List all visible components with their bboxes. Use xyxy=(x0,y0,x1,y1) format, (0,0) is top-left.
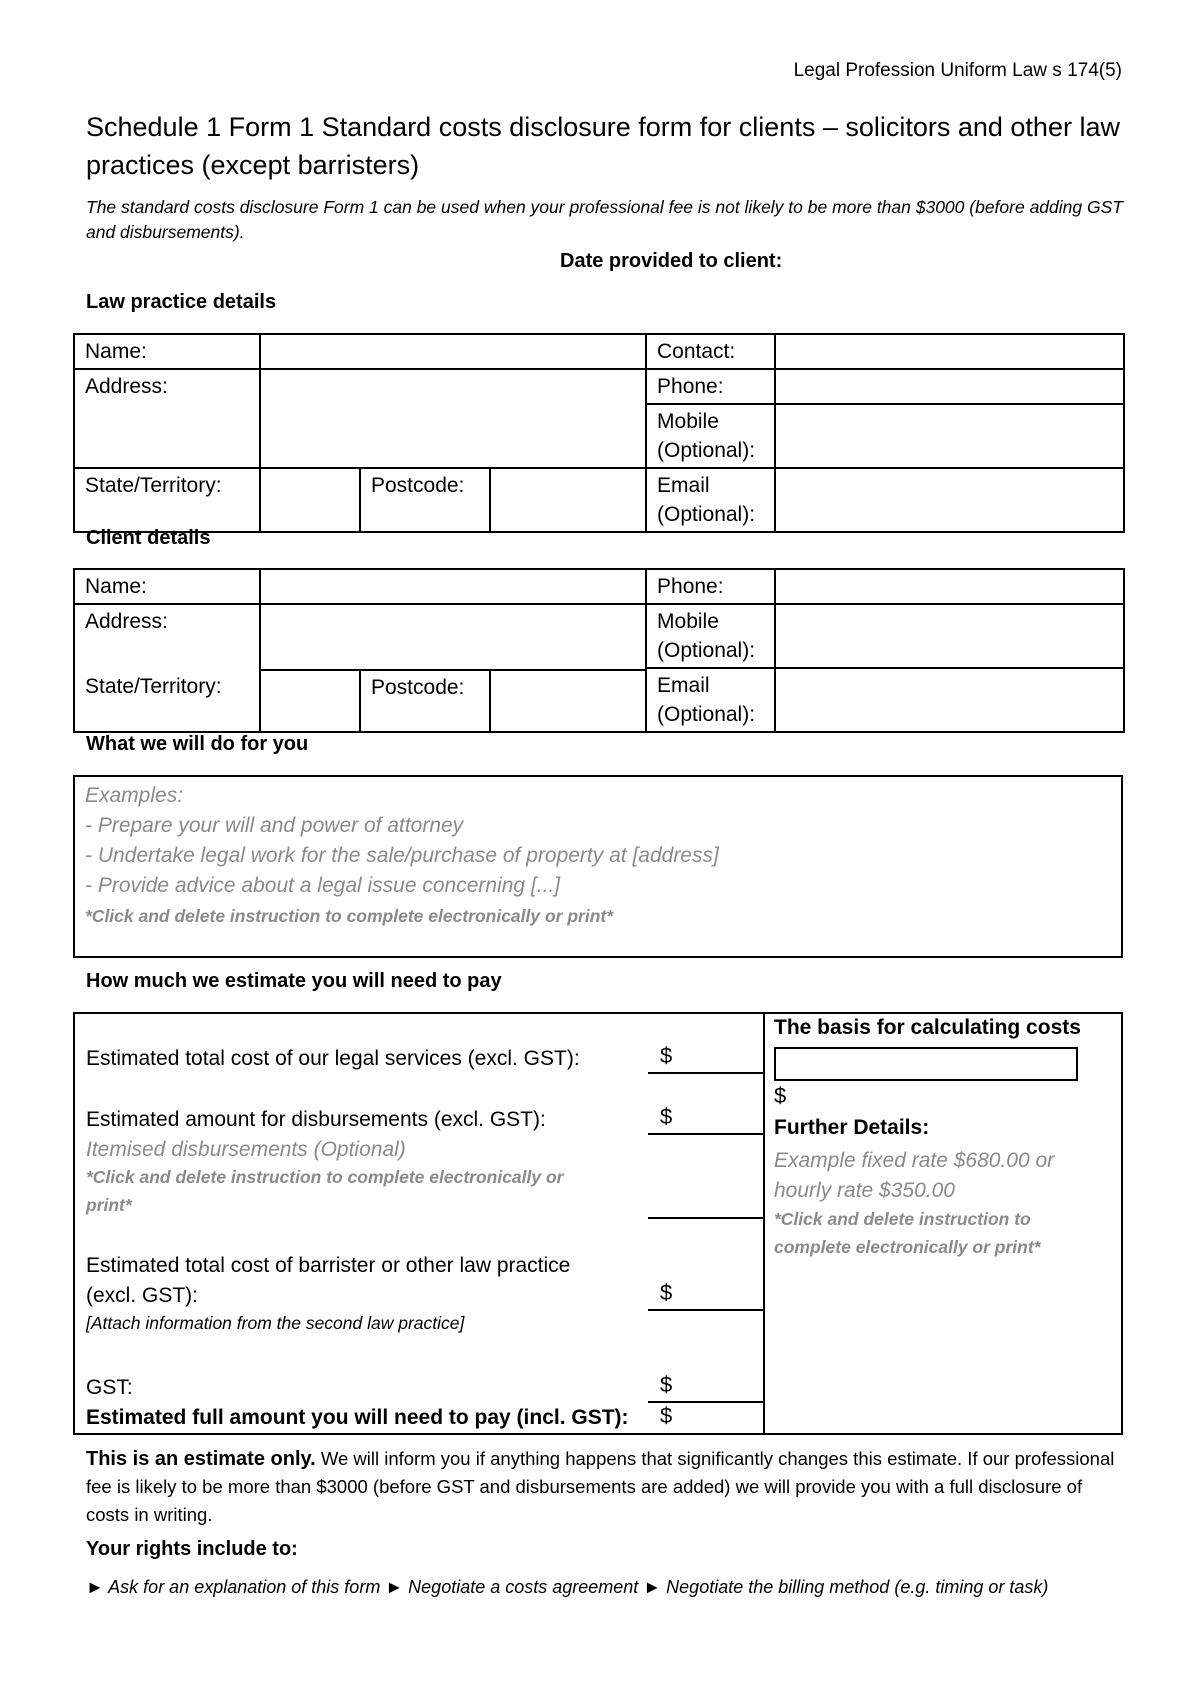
client-heading: Client details xyxy=(86,527,211,549)
client-phone-field[interactable] xyxy=(775,569,1124,604)
right-item: Negotiate a costs agreement xyxy=(408,1577,639,1597)
rights-list xyxy=(86,1577,1048,1598)
basis-currency: $ xyxy=(774,1083,787,1108)
example-item: - Provide advice about a legal issue concerning [...] xyxy=(85,874,561,897)
what-we-do-heading: What we will do for you xyxy=(86,733,309,755)
bullet-arrow-icon: ► xyxy=(643,1577,662,1597)
client-email-field[interactable] xyxy=(775,668,1124,732)
lp-email-field[interactable] xyxy=(775,468,1124,532)
estimate-heading: How much we estimate you will need to pay xyxy=(86,970,502,992)
lp-state-label: State/Territory: xyxy=(74,468,260,532)
lp-state-field[interactable] xyxy=(260,468,360,532)
client-address-label: Address: xyxy=(74,604,260,670)
client-name-label: Name: xyxy=(74,569,260,604)
full-amount-label: Estimated full amount you will need to pay (incl. GST): xyxy=(86,1406,629,1429)
rights-heading: Your rights include to: xyxy=(86,1538,298,1560)
lp-phone-field[interactable] xyxy=(775,369,1124,404)
client-postcode-field[interactable] xyxy=(490,670,646,732)
lp-phone-label: Phone: xyxy=(646,369,775,404)
lp-address-label: Address: xyxy=(74,369,260,468)
bullet-arrow-icon: ► xyxy=(86,1577,104,1597)
client-state-label: State/Territory: xyxy=(74,670,260,732)
form-title: Schedule 1 Form 1 Standard costs disclosure form for clients – solicitors and other law practices (except barristers) xyxy=(86,112,1120,180)
lp-postcode-field[interactable] xyxy=(490,468,646,532)
services-description-box[interactable] xyxy=(73,775,1123,958)
client-postcode-label: Postcode: xyxy=(360,670,490,732)
client-address-field[interactable] xyxy=(260,604,646,670)
basis-title: The basis for calculating costs xyxy=(774,1016,1081,1039)
barrister-line xyxy=(648,1309,763,1311)
example-item: - Undertake legal work for the sale/purchase of property at [address] xyxy=(85,844,719,867)
lp-contact-label: Contact: xyxy=(646,334,775,369)
itemised-disbursements[interactable]: Itemised disbursements (Optional) xyxy=(86,1138,406,1161)
barrister-label: Estimated total cost of barrister or other law practice (excl. GST): xyxy=(86,1254,571,1307)
barrister-note: [Attach information from the second law practice] xyxy=(86,1313,465,1333)
lp-name-field[interactable] xyxy=(260,334,646,369)
right-item: Negotiate the billing method (e.g. timing or task) xyxy=(666,1577,1049,1597)
lp-postcode-label: Postcode: xyxy=(360,468,490,532)
basis-input[interactable] xyxy=(774,1047,1078,1081)
intro-text: The standard costs disclosure Form 1 can be used when your professional fee is not likely to be more than $3000 (before adding GST and disbursements). xyxy=(86,197,1123,242)
services-instruction: *Click and delete instruction to complete electronically or print* xyxy=(85,906,614,926)
example-item: - Prepare your will and power of attorney xyxy=(85,814,464,837)
lp-mobile-label: Mobile (Optional): xyxy=(646,404,775,468)
further-details-label: Further Details: xyxy=(774,1116,930,1139)
client-email-label: Email (Optional): xyxy=(646,668,775,732)
law-practice-heading: Law practice details xyxy=(86,291,277,313)
bullet-arrow-icon: ► xyxy=(385,1577,404,1597)
legal-services-amount[interactable]: $ xyxy=(660,1043,673,1068)
right-item: Ask for an explanation of this form xyxy=(108,1577,381,1597)
running-header: Legal Profession Uniform Law s 174(5) xyxy=(793,60,1122,81)
legal-services-label: Estimated total cost of our legal services (excl. GST): xyxy=(86,1047,580,1070)
examples-label: Examples: xyxy=(85,784,184,807)
lp-contact-field[interactable] xyxy=(775,334,1124,369)
lp-address-field[interactable] xyxy=(260,369,646,468)
disbursements-line xyxy=(648,1133,763,1135)
client-mobile-label: Mobile (Optional): xyxy=(646,604,775,668)
disbursements-label: Estimated amount for disbursements (excl. GST): xyxy=(86,1108,546,1131)
client-phone-label: Phone: xyxy=(646,569,775,604)
date-provided-label[interactable]: Date provided to client: xyxy=(560,250,783,272)
estimate-notice: This is an estimate only. We will inform you if anything happens that significantly changes this estimate. If our professional fee is likely to be more than $3000 (before GST and disbursements are added) we will provide you with a full disclosure of costs in writing. xyxy=(86,1448,1115,1525)
example-rate[interactable]: Example fixed rate $680.00 or hourly rate $350.00 xyxy=(774,1149,1055,1202)
client-mobile-field[interactable] xyxy=(775,604,1124,668)
client-name-field[interactable] xyxy=(260,569,646,604)
barrister-amount[interactable]: $ xyxy=(660,1280,673,1305)
client-state-field[interactable] xyxy=(260,670,360,732)
disbursements-amount[interactable]: $ xyxy=(660,1104,673,1129)
itemised-instruction: *Click and delete instruction to complete electronically or print* xyxy=(86,1167,564,1215)
legal-services-line xyxy=(648,1072,763,1074)
estimate-divider xyxy=(763,1012,765,1435)
lp-name-label: Name: xyxy=(74,334,260,369)
itemised-line xyxy=(648,1217,763,1219)
law-practice-table xyxy=(73,333,1125,533)
lp-mobile-field[interactable] xyxy=(775,404,1124,468)
lp-email-label: Email (Optional): xyxy=(646,468,775,532)
gst-label: GST: xyxy=(86,1376,133,1399)
client-table xyxy=(73,568,1125,733)
further-instruction: *Click and delete instruction to complete electronically or print* xyxy=(774,1209,1041,1257)
full-amount-value[interactable]: $ xyxy=(660,1403,673,1428)
gst-amount[interactable]: $ xyxy=(660,1372,673,1397)
